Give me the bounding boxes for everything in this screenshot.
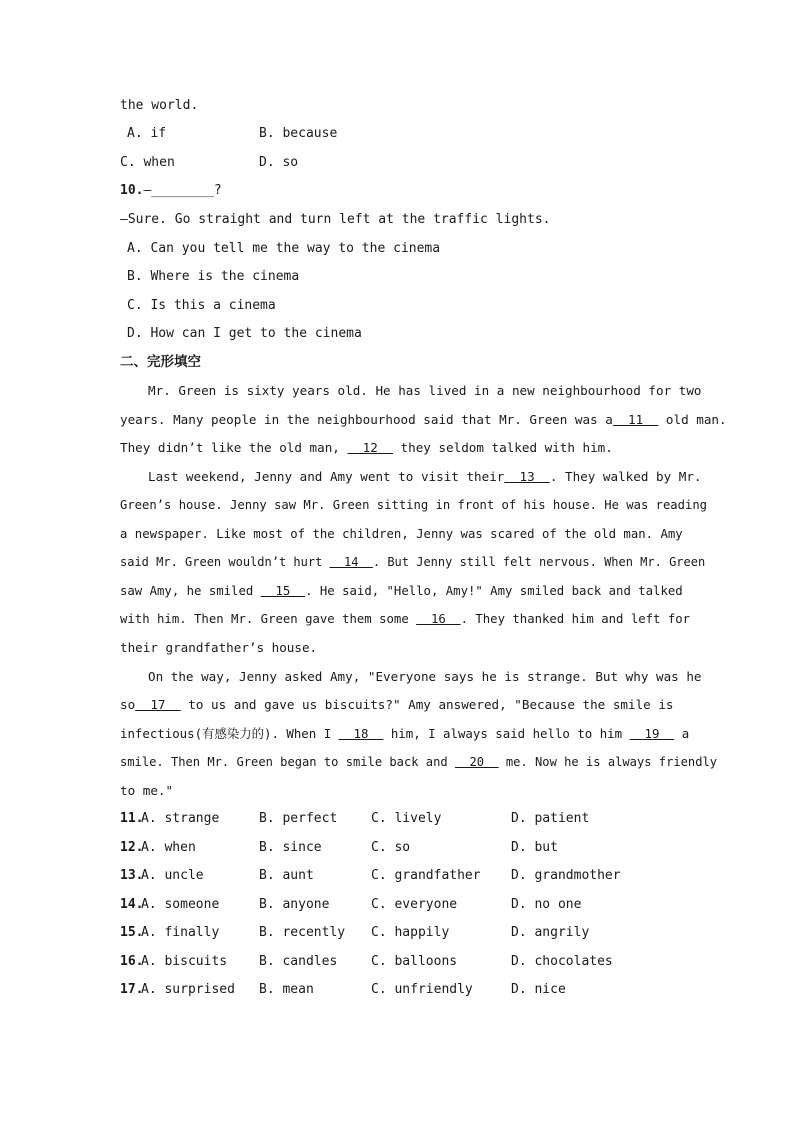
choice-option-c: C. grandfather xyxy=(371,868,481,883)
choice-option-d: D. grandmother xyxy=(511,868,621,883)
choice-number: 17. xyxy=(120,982,144,997)
q10-prompt: —________? xyxy=(143,183,222,198)
choice-option-c: C. so xyxy=(371,839,411,855)
choice-option-c: C. unfriendly xyxy=(371,982,473,997)
passage-line: a newspaper. Like most of the children, Jenny was scared of the old man. Amy xyxy=(120,527,683,541)
choice-option-b: B. anyone xyxy=(259,896,330,912)
choice-number: 16. xyxy=(120,953,144,969)
passage-line: They didn’t like the old man, 12 they seldom talked with him. xyxy=(120,440,613,455)
blank-17: 17 xyxy=(135,697,181,712)
choice-option-d: D. no one xyxy=(511,896,582,912)
choice-option-c: C. lively xyxy=(371,811,442,826)
q9-option-a: A. if xyxy=(127,126,167,141)
q9-option-d: D. so xyxy=(259,155,299,170)
blank-13: 13 xyxy=(504,469,550,484)
passage-line: so 17 to us and gave us biscuits?" Amy answered, "Because the smile is xyxy=(120,697,674,712)
q10-option-d: D. How can I get to the cinema xyxy=(127,326,362,341)
blank-12: 12 xyxy=(347,440,393,455)
choice-option-d: D. but xyxy=(511,839,558,855)
blank-16: 16 xyxy=(416,612,461,626)
choice-option-b: B. aunt xyxy=(259,868,314,883)
passage-line: said Mr. Green wouldn’t hurt 14 . But Jenny still felt nervous. When Mr. Green xyxy=(120,555,706,569)
q9-option-b: B. because xyxy=(259,126,338,141)
passage-line: smile. Then Mr. Green began to smile back and 20 me. Now he is always friendly xyxy=(120,755,718,769)
choice-option-c: C. balloons xyxy=(371,953,458,969)
choice-number: 15. xyxy=(120,925,144,940)
blank-18: 18 xyxy=(338,726,384,741)
choice-option-c: C. happily xyxy=(371,925,450,940)
passage-line: infectious(有感染力的). When I 18 him, I always said hello to him 19 a xyxy=(120,726,690,741)
choice-number: 11. xyxy=(120,811,144,826)
choice-option-a: A. biscuits xyxy=(141,953,228,969)
choice-option-b: B. recently xyxy=(259,925,346,940)
choice-option-d: D. patient xyxy=(511,811,590,826)
blank-15: 15 xyxy=(260,584,306,598)
choice-option-a: A. surprised xyxy=(141,982,235,997)
choice-option-d: D. angrily xyxy=(511,925,590,940)
q10-option-b: B. Where is the cinema xyxy=(127,269,300,284)
passage-line: Mr. Green is sixty years old. He has lived in a new neighbourhood for two xyxy=(148,383,702,398)
choice-number: 14. xyxy=(120,896,144,912)
choice-option-a: A. someone xyxy=(141,896,220,912)
choice-option-b: B. since xyxy=(259,839,322,855)
passage-line: years. Many people in the neighbourhood said that Mr. Green was a 11 old man. xyxy=(120,412,727,427)
q10-reply: —Sure. Go straight and turn left at the traffic lights. xyxy=(120,212,551,227)
choice-option-a: A. strange xyxy=(141,811,220,826)
passage-line: Last weekend, Jenny and Amy went to visit their 13 . They walked by Mr. xyxy=(148,469,702,484)
choice-option-c: C. everyone xyxy=(371,896,458,912)
q10-option-c: C. Is this a cinema xyxy=(127,298,276,313)
passage-line: to me." xyxy=(120,783,174,798)
choice-option-a: A. uncle xyxy=(141,868,204,883)
passage-line: their grandfather’s house. xyxy=(120,640,318,655)
passage-line: with him. Then Mr. Green gave them some 16 . They thanked him and left for xyxy=(120,612,691,626)
blank-14: 14 xyxy=(329,555,373,569)
q10-stem xyxy=(120,183,222,199)
blank-19: 19 xyxy=(629,726,675,741)
blank-11: 11 xyxy=(612,412,659,427)
q10-number: 10. xyxy=(120,183,144,198)
q9-stem-tail: the world. xyxy=(120,98,199,113)
q10-option-a: A. Can you tell me the way to the cinema xyxy=(127,241,441,256)
choice-option-a: A. finally xyxy=(141,925,220,940)
choice-option-d: D. nice xyxy=(511,982,566,997)
choice-option-d: D. chocolates xyxy=(511,953,613,969)
choice-option-b: B. candles xyxy=(259,953,338,969)
passage-line: Green’s house. Jenny saw Mr. Green sitting in front of his house. He was reading xyxy=(120,498,707,512)
choice-option-b: B. mean xyxy=(259,982,314,997)
passage-line: On the way, Jenny asked Amy, "Everyone says he is strange. But why was he xyxy=(148,669,702,684)
q9-option-c: C. when xyxy=(120,155,175,170)
choice-number: 12. xyxy=(120,839,144,855)
choice-option-b: B. perfect xyxy=(259,811,338,826)
blank-20: 20 xyxy=(454,755,499,769)
choice-number: 13. xyxy=(120,868,144,883)
passage-line: saw Amy, he smiled 15 . He said, "Hello, Amy!" Amy smiled back and talked xyxy=(120,584,683,598)
section-heading-cloze: 二、完形填空 xyxy=(120,354,201,370)
choice-option-a: A. when xyxy=(141,839,196,855)
